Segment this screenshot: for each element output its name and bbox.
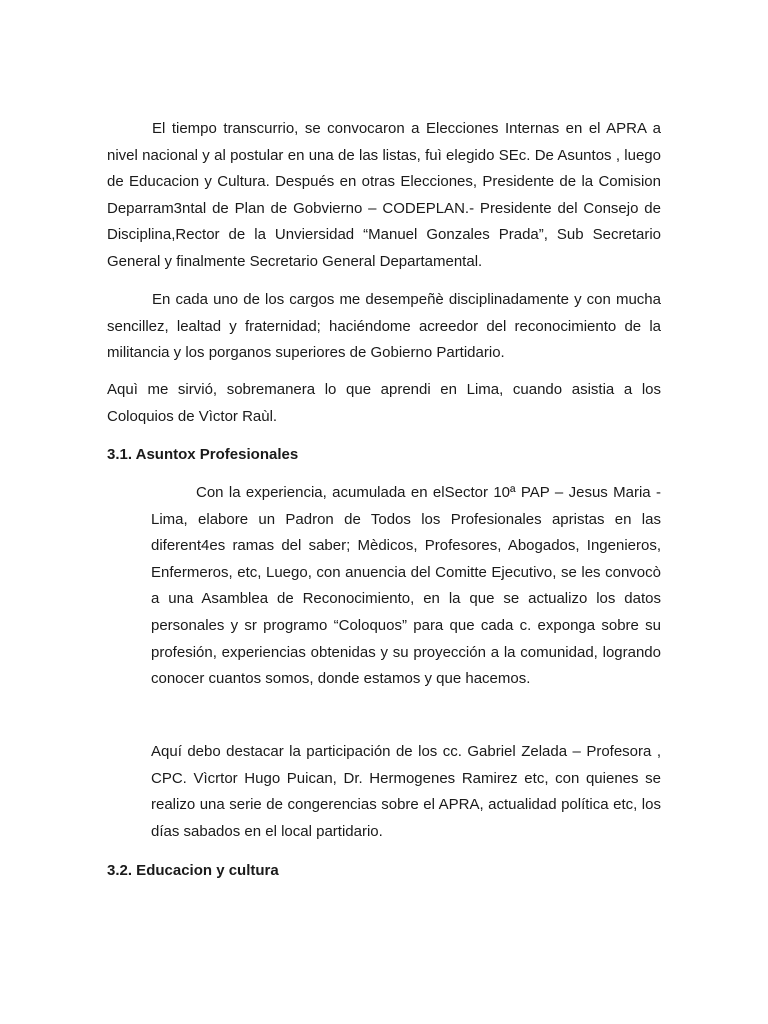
paragraph-participation: Aquí debo destacar la participación de los cc. Gabriel Zelada – Profesora , CPC. Vìcrtor Hugo Puican, Dr. Hermogenes Ramirez etc, con quienes se realizo una serie de congerencias sobre el APRA, actualidad política etc, los días sabados en el local partidario. (151, 743, 661, 840)
paragraph-positions: En cada uno de los cargos me desempeñè disciplinadamente y con mucha sencillez, lealtad y fraternidad; haciéndome acreedor del reconocimiento de la militancia y los porganos superiores de Gobierno Partidario. (107, 291, 661, 362)
section-heading-education-culture: 3.2. Educacion y cultura (107, 862, 279, 879)
paragraph-elections: El tiempo transcurrio, se convocaron a Elecciones Internas en el APRA a nivel nacional y al postular en una de las listas, fuì elegido SEc. De Asuntos , luego de Educacion y Cultura. Después en otras Elecciones, Presidente de la Comision Deparram3ntal de Plan de Gobvierno – CODEPLAN.- Presidente del Consejo de Disciplina,Rector de la Unviersidad “Manuel Gonzales Prada”, Sub Secretario General y finalmente Secretario General Departamental. (107, 120, 661, 270)
paragraph-lima-learning: Aquì me sirvió, sobremanera lo que aprendi en Lima, cuando asistia a los Coloquios de Vìctor Raùl. (107, 381, 661, 425)
section-heading-professional-affairs: 3.1. Asuntox Profesionales (107, 446, 299, 463)
paragraph-professional-registry: Con la experiencia, acumulada en elSector 10ª PAP – Jesus Maria - Lima, elabore un Padron de Todos los Profesionales apristas en las diferent4es ramas del saber; Mèdicos, Profesores, Abogados, Ingenieros, Enfermeros, etc, Luego, con anuencia del Comitte Ejecutivo, se les convocò a una Asamblea de Reconocimiento, en la que se actualizo los datos personales y sr programo “Coloquos” para que cada c. exponga sobre su profesión, experiencias obtenidas y su proyección a la comunidad, logrando conocer cuantos somos, donde estamos y que hacemos. (151, 484, 661, 688)
